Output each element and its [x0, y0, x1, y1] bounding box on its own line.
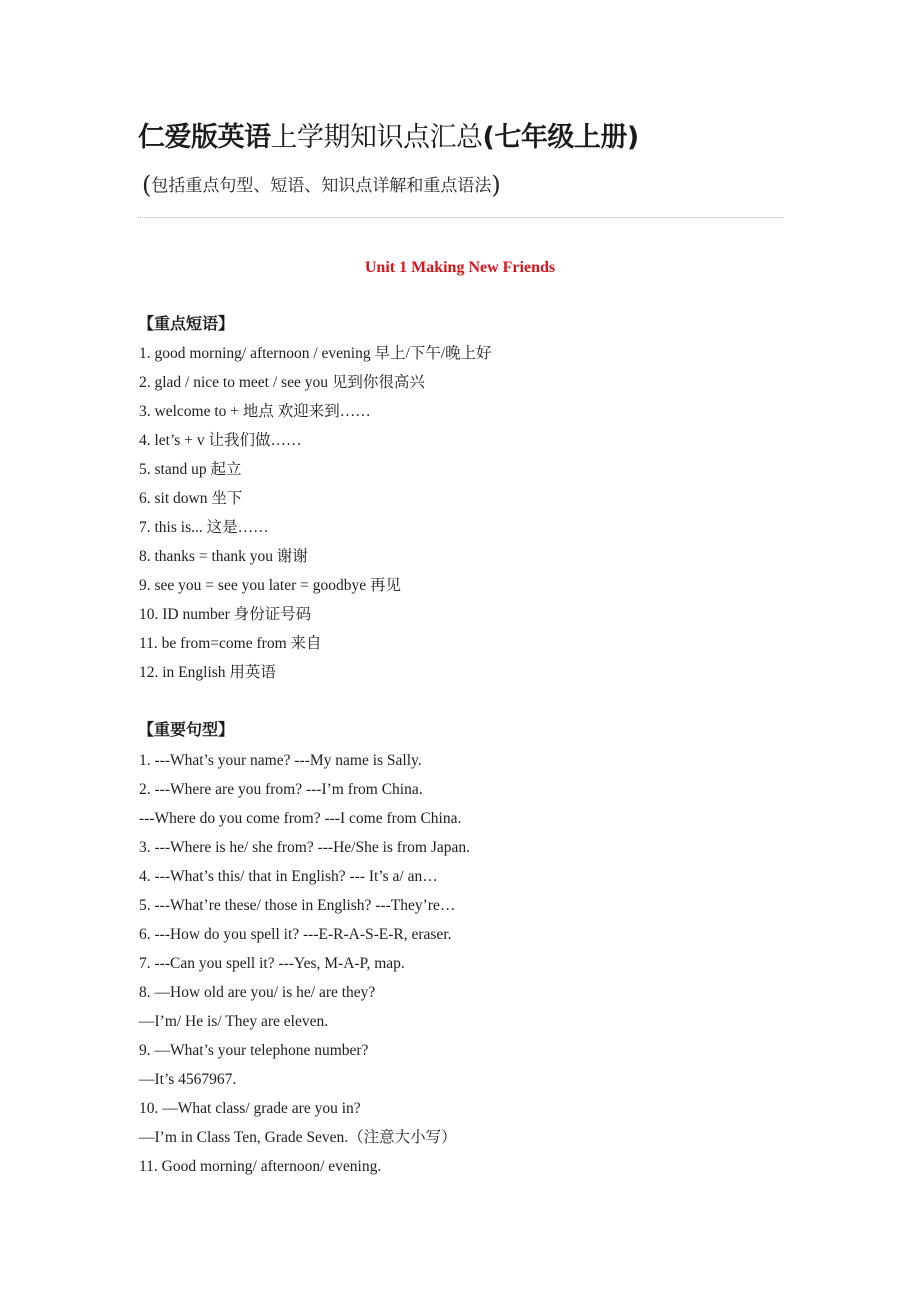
subtitle-text: 包括重点句型、短语、知识点详解和重点语法: [151, 176, 492, 196]
sentences-section-label: 【重要句型】: [138, 720, 235, 739]
subtitle-open-paren: (: [142, 171, 152, 199]
list-item: 1. good morning/ afternoon / evening 早上/下午/晚上好: [139, 345, 492, 362]
list-item: 4. let’s + v 让我们做……: [139, 432, 302, 449]
document-subtitle: [142, 170, 501, 201]
unit-heading: Unit 1 Making New Friends: [364, 259, 556, 276]
phrases-section-label: 【重点短语】: [138, 314, 235, 333]
list-item: 5. ---What’re these/ those in English? ---They’re…: [139, 897, 456, 914]
list-item: 11. be from=come from 来自: [139, 635, 322, 652]
list-item: 3. ---Where is he/ she from? ---He/She is from Japan.: [139, 839, 470, 856]
list-item: 2. glad / nice to meet / see you 见到你很高兴: [139, 374, 425, 391]
list-item: 10. —What class/ grade are you in?: [139, 1100, 361, 1117]
dotted-divider: [138, 217, 783, 218]
title-part-grade: (七年级上册): [482, 122, 639, 153]
list-item: 9. see you = see you later = goodbye 再见: [139, 577, 401, 594]
list-item: 3. welcome to + 地点 欢迎来到……: [139, 403, 371, 420]
list-item: 10. ID number 身份证号码: [139, 606, 312, 623]
phrases-list: [139, 339, 492, 687]
list-item: 7. ---Can you spell it? ---Yes, M-A-P, map.: [139, 955, 405, 972]
list-item: 2. ---Where are you from? ---I’m from China.: [139, 781, 423, 798]
list-item: 4. ---What’s this/ that in English? --- It’s a/ an…: [139, 868, 438, 885]
list-item: 5. stand up 起立: [139, 461, 242, 478]
document-title: [138, 120, 639, 156]
list-item: ---Where do you come from? ---I come from China.: [139, 810, 462, 827]
list-item: —It’s 4567967.: [139, 1071, 237, 1088]
list-item: 9. —What’s your telephone number?: [139, 1042, 369, 1059]
list-item: 6. sit down 坐下: [139, 490, 243, 507]
list-item: 1. ---What’s your name? ---My name is Sally.: [139, 752, 422, 769]
list-item: —I’m/ He is/ They are eleven.: [139, 1013, 329, 1030]
list-item: 8. —How old are you/ is he/ are they?: [139, 984, 376, 1001]
title-part-light: 上学期知识点汇总: [270, 122, 483, 153]
title-part-bold: 仁爱版英语: [138, 122, 271, 153]
list-item: 8. thanks = thank you 谢谢: [139, 548, 308, 565]
subtitle-close-paren: ): [491, 171, 501, 199]
sentences-list: [139, 746, 470, 1181]
list-item: —I’m in Class Ten, Grade Seven.（注意大小写）: [139, 1129, 457, 1146]
list-item: 12. in English 用英语: [139, 664, 276, 681]
list-item: 6. ---How do you spell it? ---E-R-A-S-E-R, eraser.: [139, 926, 452, 943]
list-item: 11. Good morning/ afternoon/ evening.: [139, 1158, 382, 1175]
list-item: 7. this is... 这是……: [139, 519, 269, 536]
